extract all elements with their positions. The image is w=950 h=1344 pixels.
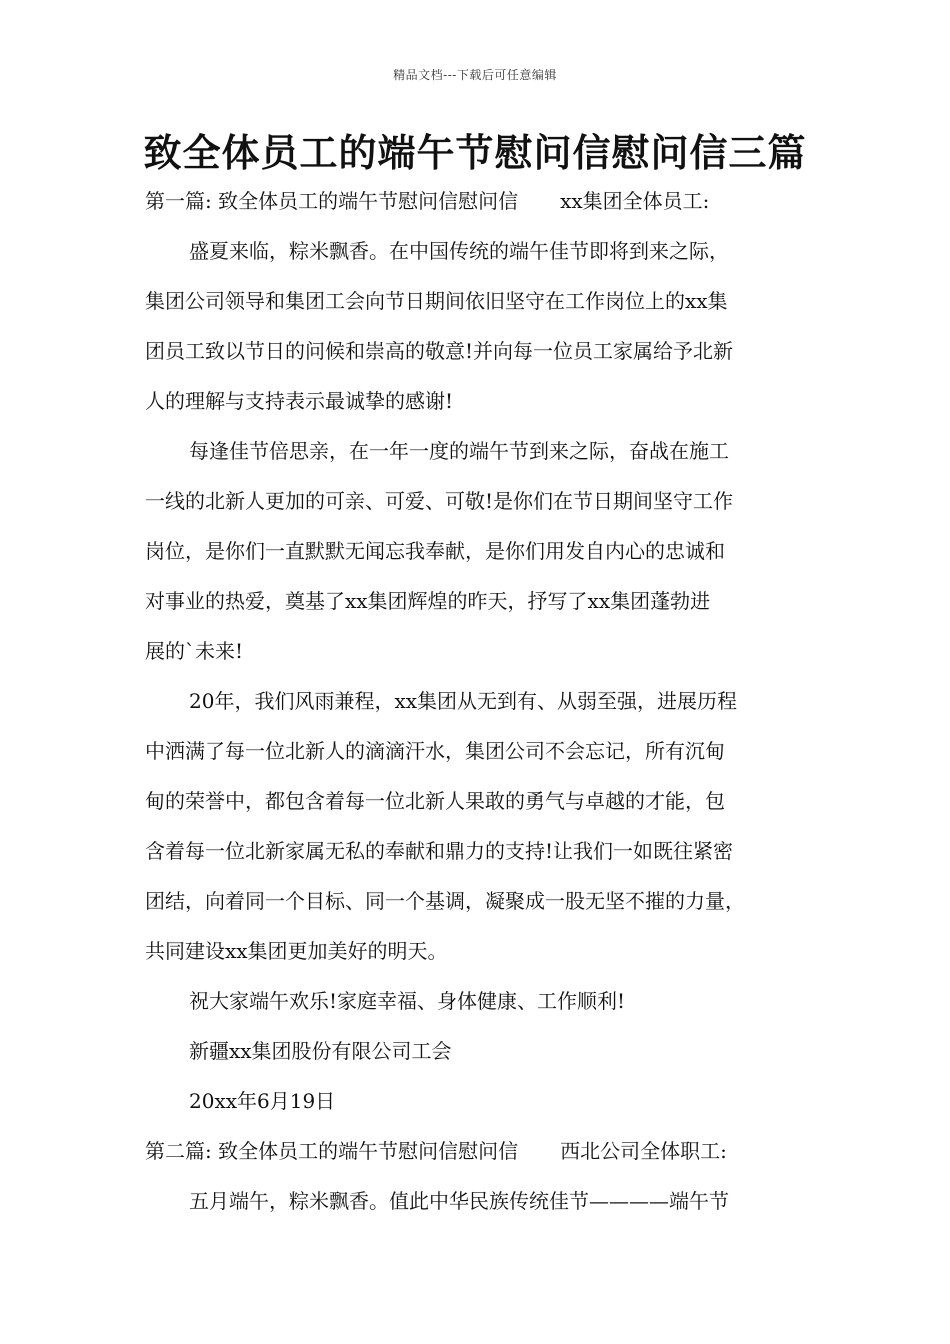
paragraph-line: 集团公司领导和集团工会向节日期间依旧坚守在工作岗位上的xx集 <box>145 289 728 313</box>
section-2-heading: 第二篇: 致全体员工的端午节慰问信慰问信 <box>145 1139 519 1163</box>
closing-wish: 祝大家端午欢乐!家庭幸福、身体健康、工作顺利! <box>189 989 626 1013</box>
paragraph-line: 含着每一位北新家属无私的奉献和鼎力的支持!让我们一如既往紧密 <box>145 839 734 863</box>
paragraph-line: 共同建设xx集团更加美好的明天。 <box>145 939 448 963</box>
closing-signature: 新疆xx集团股份有限公司工会 <box>189 1039 452 1063</box>
section-1-heading: 第一篇: 致全体员工的端午节慰问信慰问信 <box>145 189 519 213</box>
paragraph-line: 岗位，是你们一直默默无闻忘我奉献，是你们用发自内心的忠诚和 <box>145 539 725 563</box>
section-1-addressee: xx集团全体员工: <box>560 189 710 213</box>
document-body <box>145 176 825 1226</box>
section-2-first-line: 五月端午，粽米飘香。值此中华民族传统佳节————端午节 <box>189 1189 729 1213</box>
paragraph-line: 人的理解与支持表示最诚挚的感谢! <box>145 389 454 413</box>
closing-date: 20xx年6月19日 <box>189 1089 336 1113</box>
paragraph-line: 团员工致以节日的问候和崇高的敬意!并向每一位员工家属给予北新 <box>145 339 734 363</box>
paragraph-line: 一线的北新人更加的可亲、可爱、可敬!是你们在节日期间坚守工作 <box>145 489 734 513</box>
paragraph-line: 20年，我们风雨兼程，xx集团从无到有、从弱至强，进展历程 <box>189 689 738 713</box>
paragraph-line: 甸的荣誉中，都包含着每一位北新人果敢的勇气与卓越的才能，包 <box>145 789 725 813</box>
paragraph-line: 团结，向着同一个目标、同一个基调，凝聚成一股无坚不摧的力量， <box>145 889 745 913</box>
section-2-addressee: 西北公司全体职工: <box>560 1139 727 1163</box>
paragraph-line: 展的`未来! <box>145 639 244 663</box>
paragraph-line: 中洒满了每一位北新人的滴滴汗水，集团公司不会忘记，所有沉甸 <box>145 739 725 763</box>
document-title: 致全体员工的端午节慰问信慰问信三篇 <box>143 130 807 175</box>
header-note: 精品文档---下载后可任意编辑 <box>393 68 557 82</box>
paragraph-line: 对事业的热爱，奠基了xx集团辉煌的昨天，抒写了xx集团蓬勃进 <box>145 589 711 613</box>
paragraph-line: 每逢佳节倍思亲，在一年一度的端午节到来之际，奋战在施工 <box>189 439 729 463</box>
section-1-heading-line <box>145 176 825 226</box>
paragraph-line: 盛夏来临，粽米飘香。在中国传统的端午佳节即将到来之际， <box>189 239 729 263</box>
section-2-heading-line <box>145 1126 825 1176</box>
